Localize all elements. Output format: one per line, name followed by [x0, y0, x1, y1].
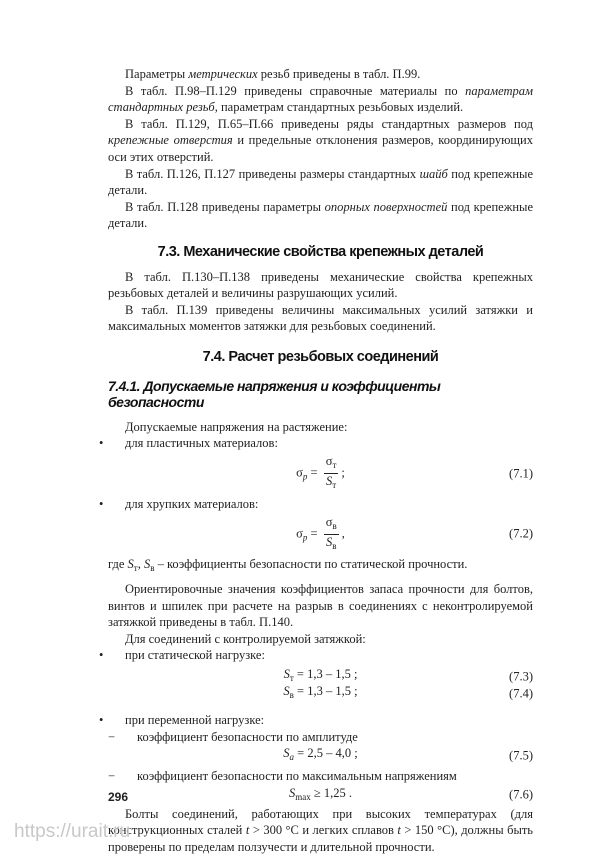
paragraph: Для соединений с контролируемой затяжкой:: [125, 631, 366, 646]
formula: [289, 785, 352, 806]
bullet-icon: •: [99, 648, 104, 663]
page-number: 296: [108, 790, 129, 804]
text: при переменной нагрузке:: [125, 713, 265, 728]
punct: ;: [341, 465, 345, 480]
equation-number: (7.5): [509, 748, 533, 763]
subscript: в: [332, 520, 337, 531]
equation-number: (7.6): [509, 788, 533, 803]
italic-term: опорных поверхностей: [324, 199, 448, 214]
text: > 300 °С и легких сплавов: [249, 823, 398, 838]
subscript: т: [133, 563, 138, 574]
operator: =: [307, 526, 321, 541]
dash-icon: −: [108, 729, 116, 744]
equation-7-6: [108, 787, 533, 804]
bullet-item: [99, 435, 533, 452]
equation-7-1: [108, 456, 533, 492]
bullet-icon: •: [99, 713, 104, 728]
equation-number: (7.2): [509, 527, 533, 542]
symbol: S: [283, 684, 290, 699]
symbol: S: [127, 557, 134, 572]
equation-7-2: [108, 516, 533, 552]
text: где: [108, 557, 128, 572]
text: , параметрам стандартных резьбовых изделий.: [214, 100, 464, 115]
where-paragraph: [108, 556, 533, 577]
symbol: t: [397, 823, 401, 838]
paragraph: В табл. П.130–П.138 приведены механические свойства крепежных резьбовых деталей и величины разрушающих усилий.: [108, 269, 533, 301]
text: для пластичных материалов:: [125, 436, 278, 451]
text: и предельные отклонения размеров, координирующих оси этих отверстий.: [108, 133, 533, 164]
text: > 150 °С), должны быть проверены по пределам ползучести и длительной прочности.: [108, 823, 534, 854]
intro-paragraph: [108, 199, 533, 232]
text: под крепежные детали.: [108, 199, 533, 231]
text: для хрупких материалов:: [125, 496, 259, 511]
paragraph: В табл. П.139 приведены величины максимальных усилий затяжки и максимальных моментов затяжки для резьбовых соединений.: [108, 302, 533, 334]
text: Болты соединений, работающих при высоких температурах (для конструкционных сталей: [108, 806, 533, 838]
text: Параметры: [125, 67, 189, 81]
italic-term: шайб: [419, 166, 448, 181]
text: коэффициент безопасности по амплитуде: [137, 729, 358, 744]
text: В табл. П.128 приведены параметры: [125, 199, 325, 214]
equation-7-4: [108, 685, 533, 702]
text: В табл. П.126, П.127 приведены размеры стандартных: [125, 166, 420, 181]
formula: [296, 515, 345, 554]
section-heading-7-4: 7.4. Расчет резьбовых соединений: [202, 348, 439, 365]
text: ,: [137, 557, 144, 572]
subscript: т: [332, 480, 337, 491]
italic-term: параметрам стандартных резьб: [108, 83, 533, 115]
bullet-item: [99, 712, 533, 729]
intro-paragraph: [108, 116, 533, 166]
bullet-icon: •: [99, 436, 104, 451]
text: коэффициент безопасности по максимальным напряжениям: [137, 769, 457, 784]
symbol: S: [283, 667, 290, 682]
text: – коэффициенты безопасности по статической прочности.: [154, 557, 468, 572]
subscript: p: [302, 471, 308, 482]
expression: = 2,5 – 4,0 ;: [294, 746, 358, 761]
italic-term: метрических: [188, 67, 258, 81]
fraction: [324, 454, 339, 493]
intro-paragraph: [108, 166, 533, 199]
section-heading-7-3: 7.3. Механические свойства крепежных деталей: [157, 243, 484, 260]
fraction: [324, 515, 339, 554]
subscript: max: [295, 792, 311, 803]
subscript: т: [289, 673, 294, 684]
symbol: t: [245, 823, 250, 838]
subscript: a: [289, 752, 295, 763]
text: при статической нагрузке:: [125, 648, 265, 663]
bullet-icon: •: [99, 496, 104, 511]
numerator: σ: [325, 454, 333, 469]
text: резьб приведены в табл. П.99.: [257, 67, 421, 81]
equation-7-5: [108, 747, 533, 764]
subscript: в: [332, 540, 337, 551]
equation-number: (7.1): [509, 466, 533, 481]
intro-paragraph: [108, 83, 533, 116]
denominator: S: [325, 474, 333, 489]
text: В табл. П.129, П.65–П.66 приведены ряды стандартных размеров под: [125, 116, 533, 131]
formula: [283, 683, 357, 704]
subsection-heading-7-4-1: 7.4.1. Допускаемые напряжения и коэффициенты безопасности: [108, 377, 441, 411]
watermark: https://urait.ru: [14, 821, 131, 842]
expression: = 1,3 – 1,5 ;: [293, 667, 358, 682]
dash-item: [108, 768, 533, 785]
paragraph: Допускаемые напряжения на растяжение:: [125, 419, 348, 434]
subscript: p: [302, 532, 308, 543]
dash-icon: −: [108, 769, 116, 784]
paragraph: Ориентировочные значения коэффициентов запаса прочности для болтов, винтов и шпилек при расчете на разрыв в соединениях с неконтролируемой затяжкой приведены в табл. П.140.: [108, 582, 533, 630]
punct: ,: [341, 526, 345, 541]
symbol: σ: [296, 465, 303, 480]
paragraph: [108, 806, 533, 856]
expression: = 1,3 – 1,5 ;: [293, 684, 358, 699]
italic-term: крепежные отверстия: [108, 133, 233, 148]
subscript: т: [332, 460, 337, 471]
subscript: в: [150, 563, 155, 574]
subscript: в: [289, 690, 294, 701]
intro-paragraph: [108, 66, 533, 83]
formula: [296, 454, 345, 493]
text: под крепежные детали.: [108, 166, 533, 198]
symbol: S: [283, 746, 290, 761]
bullet-item: [99, 647, 533, 664]
expression: ≥ 1,25 .: [310, 786, 352, 801]
denominator: S: [325, 534, 333, 549]
formula: [283, 745, 357, 766]
dash-item: [108, 729, 533, 746]
bullet-item: [99, 496, 533, 513]
symbol: σ: [296, 526, 303, 541]
text: В табл. П.98–П.129 приведены справочные материалы по: [125, 83, 466, 98]
symbol: S: [143, 557, 151, 572]
numerator: σ: [325, 514, 333, 529]
equation-number: (7.3): [509, 669, 533, 684]
symbol: S: [289, 786, 296, 801]
page-body: [99, 66, 534, 856]
operator: =: [307, 465, 321, 480]
equation-number: (7.4): [509, 686, 533, 701]
